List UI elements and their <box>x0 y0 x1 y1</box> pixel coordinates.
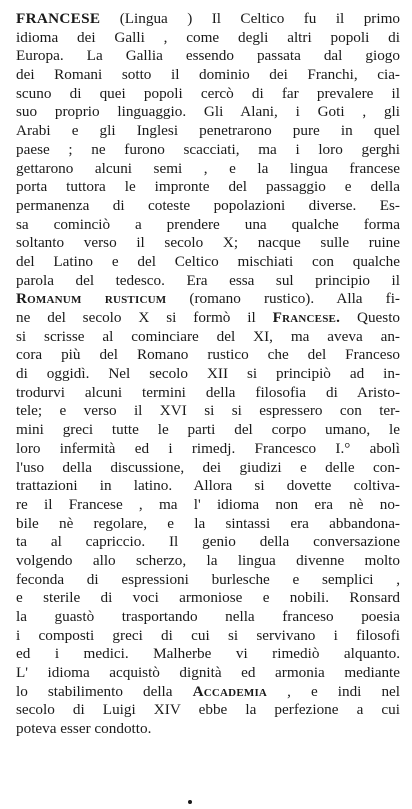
dictionary-entry <box>16 10 400 739</box>
accademia-pre: lo stabilimento della <box>16 682 193 700</box>
headword-note: (Lingua ) Il Celtico fu il primo <box>100 10 400 27</box>
entry-line: soltanto verso il secolo X; nacque sulle ruine <box>16 234 400 252</box>
entry-line-accademia <box>16 683 400 702</box>
entry-line-francese <box>16 309 400 328</box>
end-ornament-dot <box>188 800 192 804</box>
accademia-post: , e indi nel <box>267 682 401 700</box>
entry-line: bile nè regolare, e la sintassi era abbandona- <box>16 514 400 532</box>
entry-line: secolo di Luigi XIV ebbe la perfezione a cui <box>16 701 400 719</box>
entry-line: trattazioni in latino. Allora si dovette coltiva- <box>16 477 400 495</box>
entry-line: Europa. La Gallia essendo passata dal giogo <box>16 47 400 65</box>
entry-line: del Latino e del Celtico mischiati con qualche <box>16 252 400 270</box>
entry-line: Arabi e gli Inglesi penetrarono pure in quel <box>16 122 400 140</box>
entry-line: cora più del Romano rustico che del Franceso <box>16 346 400 364</box>
entry-line: dei Romani sotto il dominio dei Franchi, cia- <box>16 66 400 84</box>
entry-line: si scrisse al cominciare del XI, ma aveva an- <box>16 327 400 345</box>
entry-line: re il Francese , ma l' idioma non era nè no- <box>16 495 400 513</box>
romanum-rusticum-term: Romanum rusticum <box>16 290 167 308</box>
entry-line: loro infermità ed i rimedj. Francesco I.° abolì <box>16 439 400 457</box>
entry-line: L' idioma acquistò dignità ed armonia mediante <box>16 664 400 682</box>
entry-line: i composti greci di cui si servivano i filosofi <box>16 626 400 644</box>
entry-line: porta tuttora le impronte del passaggio e della <box>16 178 400 196</box>
entry-line: volgendo allo scherzo, la lingua divenne molto <box>16 551 400 569</box>
entry-line: parola del tedesco. Era essa sul principio il <box>16 271 400 289</box>
entry-line-final: poteva esser condotto. <box>16 720 152 738</box>
entry-line-romanum <box>16 290 400 309</box>
entry-line: ed i medici. Malherbe vi rimediò alquanto. <box>16 645 400 663</box>
entry-line: suo proprio linguaggio. Gli Alani, i Goti , gli <box>16 103 400 121</box>
entry-line-1 <box>16 10 400 29</box>
entry-line: idioma dei Galli , come degli altri popoli di <box>16 28 400 46</box>
entry-line: l'uso della discussione, dei giudizi e delle con- <box>16 458 400 476</box>
headword: FRANCESE <box>16 10 101 27</box>
entry-line: ta al capriccio. Il genio della conversazione <box>16 533 400 551</box>
entry-line: e sterile di voci armoniose e nobili. Ronsard <box>16 589 400 607</box>
entry-line: la guastò trasportando nella franceso poesia <box>16 608 400 625</box>
francese-post: Questo <box>340 309 401 326</box>
entry-line: permanenza di coteste popolazioni diverse. Es- <box>16 196 400 214</box>
francese-pre: ne del secolo X si formò il <box>16 309 273 326</box>
francese-term: Francese. <box>272 309 341 326</box>
entry-line: scuno di quei popoli cercò di far prevalere il <box>16 84 400 102</box>
entry-line: mini greci tutte le parti del corpo umano, le <box>16 421 400 439</box>
entry-line: di oggidì. Nel secolo XII si principiò ad in- <box>16 365 400 383</box>
entry-line: feconda di espressioni burlesche e semplici , <box>16 570 400 588</box>
romanum-rest: (romano rustico). Alla fi- <box>166 290 400 308</box>
entry-line: sa cominciò a prendere una qualche forma <box>16 215 400 233</box>
entry-line: paese ; ne furono scacciati, ma i loro gerghi <box>16 140 400 158</box>
entry-line: gettarono alcuni semi , e la lingua francese <box>16 159 400 177</box>
accademia-term: Accademia <box>192 682 268 700</box>
entry-line: tele; e verso il XVI si si espressero con ter- <box>16 402 400 420</box>
entry-line: trodurvi alcuni termini della filosofia di Aristo- <box>16 383 400 401</box>
